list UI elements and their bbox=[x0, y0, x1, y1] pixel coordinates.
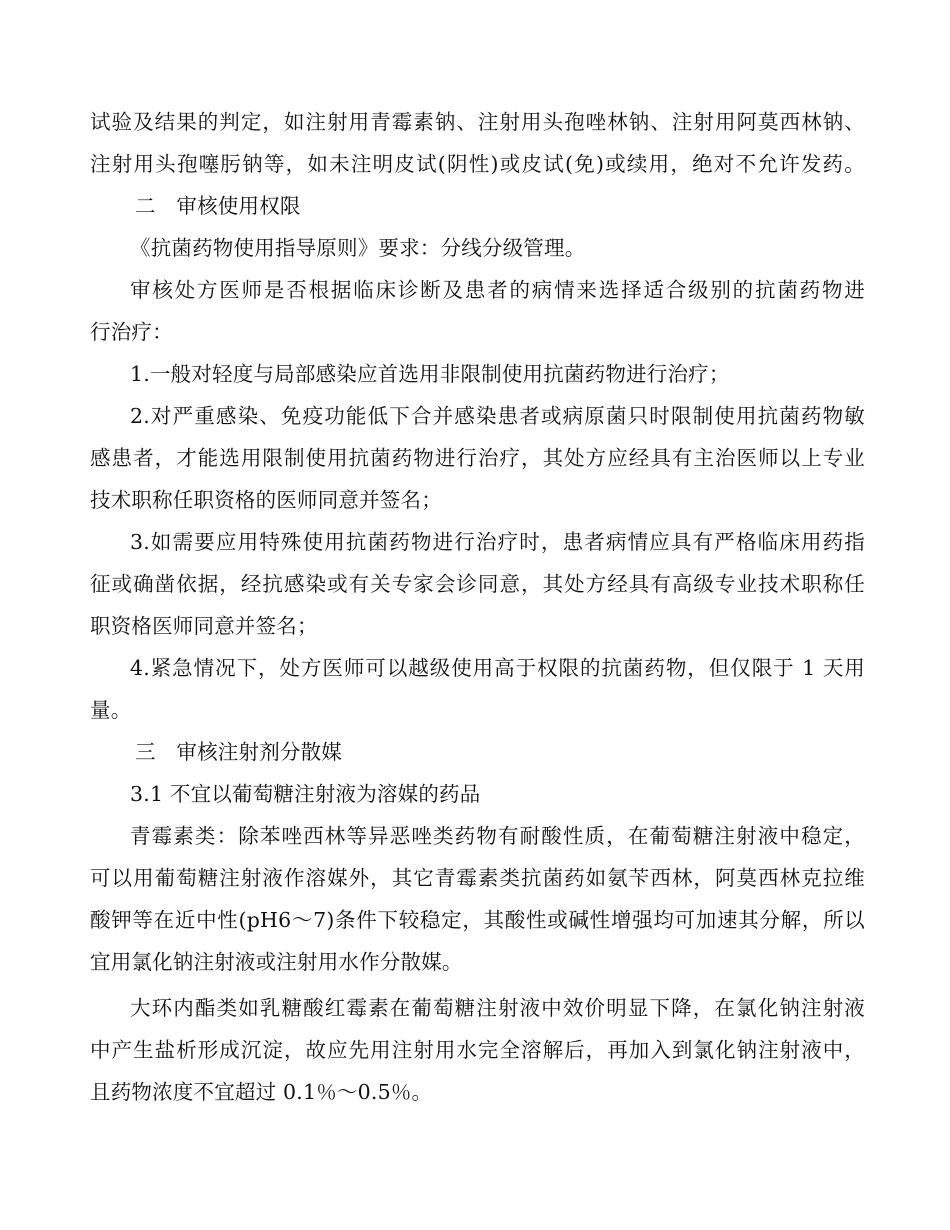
body-text-line: 量。 bbox=[90, 698, 132, 722]
body-text-line: 大环内酯类如乳糖酸红霉素在葡萄糖注射液中效价明显下降，在氯化钠注射液 bbox=[130, 996, 865, 1020]
body-text-line: 宜用氯化钠注射液或注射用水作分散媒。 bbox=[90, 950, 463, 974]
list-item: 2.对严重感染、免疫功能低下合并感染患者或病原菌只时限制使用抗菌药物敏 bbox=[130, 404, 865, 428]
body-text-line: 试验及结果的判定，如注射用青霉素钠、注射用头孢唑林钠、注射用阿莫西林钠、 bbox=[90, 110, 865, 134]
body-text-line: 酸钾等在近中性(pH6～7)条件下较稳定，其酸性或碱性增强均可加速其分解，所以 bbox=[90, 908, 865, 932]
list-item: 4.紧急情况下，处方医师可以越级使用高于权限的抗菌药物，但仅限于 1 天用 bbox=[130, 656, 865, 680]
body-text-line: 行治疗： bbox=[90, 320, 173, 344]
subsection-heading: 3.1 不宜以葡萄糖注射液为溶媒的药品 bbox=[130, 782, 481, 806]
body-text-line: 注射用头孢噻肟钠等，如未注明皮试(阴性)或皮试(免)或续用，绝对不允许发药。 bbox=[90, 152, 865, 176]
body-text-line: 中产生盐析形成沉淀，故应先用注射用水完全溶解后，再加入到氯化钠注射液中， bbox=[90, 1038, 865, 1062]
section-heading: 二 审核使用权限 bbox=[135, 194, 301, 218]
list-item: 1.一般对轻度与局部感染应首选用非限制使用抗菌药物进行治疗； bbox=[130, 362, 730, 386]
body-text-line: 且药物浓度不宜超过 0.1％～0.5％。 bbox=[90, 1080, 433, 1104]
body-text-line: 技术职称任职资格的医师同意并签名； bbox=[90, 488, 442, 512]
body-text-line: 青霉素类：除苯唑西林等异恶唑类药物有耐酸性质，在葡萄糖注射液中稳定， bbox=[130, 824, 865, 848]
body-text-line: 感患者，才能选用限制使用抗菌药物进行治疗，其处方应经具有主治医师以上专业 bbox=[90, 446, 865, 470]
body-text-line: 审核处方医师是否根据临床诊断及患者的病情来选择适合级别的抗菌药物进 bbox=[130, 278, 865, 302]
body-text-line: 职资格医师同意并签名； bbox=[90, 614, 318, 638]
list-item: 3.如需要应用特殊使用抗菌药物进行治疗时，患者病情应具有严格临床用药指 bbox=[130, 530, 865, 554]
section-heading: 三 审核注射剂分散媒 bbox=[135, 740, 342, 764]
body-text-line: 《抗菌药物使用指导原则》要求：分线分级管理。 bbox=[130, 236, 586, 260]
body-text-line: 征或确凿依据，经抗感染或有关专家会诊同意，其处方经具有高级专业技术职称任 bbox=[90, 572, 865, 596]
body-text-line: 可以用葡萄糖注射液作溶媒外，其它青霉素类抗菌药如氨苄西林，阿莫西林克拉维 bbox=[90, 866, 865, 890]
